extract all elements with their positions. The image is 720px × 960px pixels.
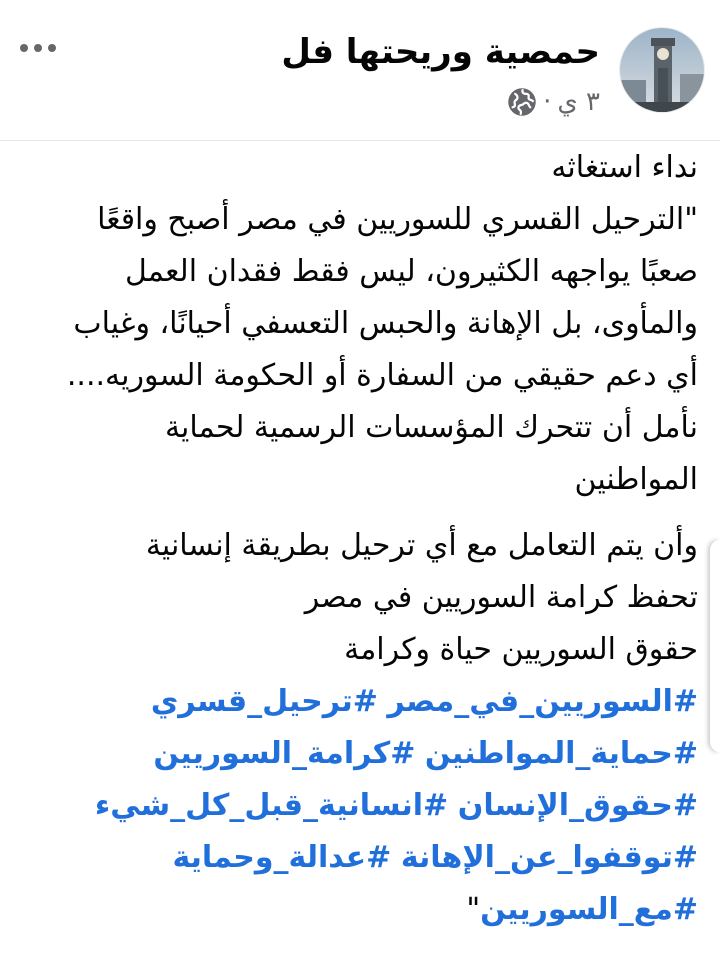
more-dots-icon	[48, 44, 56, 52]
hashtag-link[interactable]: #مع_السوريين	[480, 892, 698, 927]
hashtag-link[interactable]: #انسانية_قبل_كل_شيء	[94, 788, 449, 823]
post-timestamp[interactable]: ٣ ي	[557, 87, 600, 117]
header-divider	[0, 140, 720, 141]
post-text-line: حقوق السوريين حياة وكرامة	[344, 632, 698, 667]
post-meta	[507, 84, 600, 120]
post-text-line: نداء استغاثه	[551, 150, 698, 185]
closing-quote: "	[466, 892, 481, 927]
page-avatar[interactable]	[620, 28, 704, 112]
post-text-line: "الترحيل القسري للسوريين في مصر أصبح واقعًا	[97, 202, 698, 237]
hashtag-link[interactable]: #السوريين_في_مصر	[387, 684, 698, 719]
hashtag-link[interactable]: #عدالة_وحماية	[172, 840, 392, 875]
hashtag-link[interactable]: #حقوق_الإنسان	[457, 788, 698, 823]
more-options-button[interactable]	[14, 30, 62, 66]
post-text-line: وأن يتم التعامل مع أي ترحيل بطريقة إنسانية	[145, 528, 698, 563]
author-name[interactable]: حمصية وريحتها فل	[281, 32, 600, 72]
globe-icon	[507, 87, 537, 117]
post-text-line: نأمل أن تتحرك المؤسسات الرسمية لحماية	[164, 410, 698, 445]
clock-tower-avatar-image	[620, 28, 704, 112]
post-text-line: تحفظ كرامة السوريين في مصر	[304, 580, 698, 615]
hashtag-line	[18, 884, 698, 936]
post-text-line: المواطنين	[574, 462, 698, 497]
post-text	[18, 142, 698, 936]
hashtag-link[interactable]: #ترحيل_قسري	[150, 684, 378, 719]
hashtag-link[interactable]: #حماية_المواطنين	[424, 736, 698, 771]
post-text-line: أي دعم حقيقي من السفارة أو الحكومة السوريه....	[66, 358, 698, 393]
meta-separator: ·	[543, 87, 552, 117]
side-panel-handle[interactable]	[710, 540, 720, 752]
more-dots-icon	[20, 44, 28, 52]
post-text-line: صعبًا يواجهه الكثيرون، ليس فقط فقدان العمل	[125, 254, 698, 289]
more-dots-icon	[34, 44, 42, 52]
hashtag-line	[18, 676, 698, 728]
hashtag-link[interactable]: #كرامة_السوريين	[153, 736, 416, 771]
post-header	[0, 0, 720, 140]
hashtag-line	[18, 780, 698, 832]
hashtag-line	[18, 832, 698, 884]
post-text-line: والمأوى، بل الإهانة والحبس التعسفي أحيانًا، وغياب	[73, 306, 698, 341]
hashtag-line	[18, 728, 698, 780]
hashtag-link[interactable]: #توقفوا_عن_الإهانة	[400, 840, 698, 875]
